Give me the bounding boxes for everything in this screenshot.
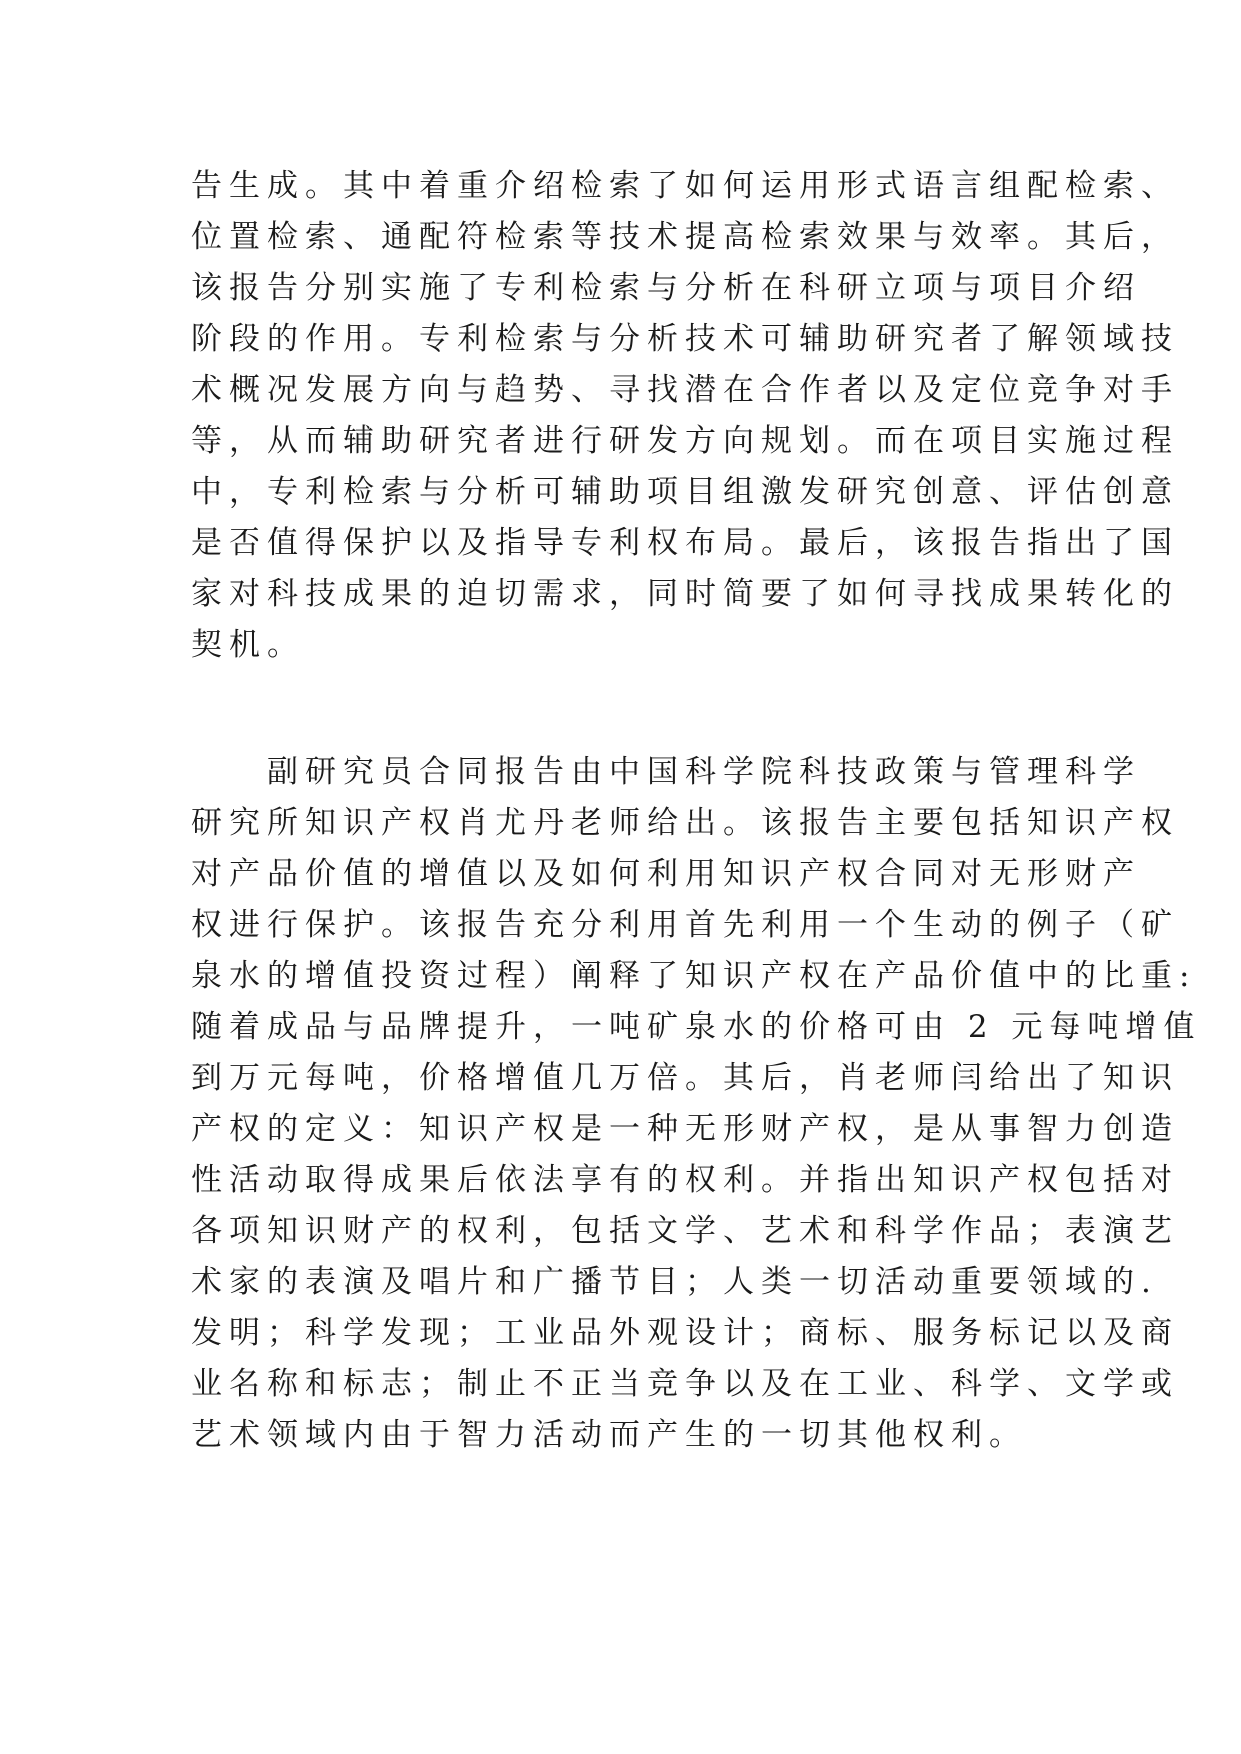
paragraph-line: 阶段的作用。专利检索与分析技术可辅助研究者了解领域技 [191,321,1179,357]
paragraph-line: 泉水的增值投资过程）阐释了知识产权在产品价值中的比重: [191,958,1197,994]
paragraph-line: 告生成。其中着重介绍检索了如何运用形式语言组配检索、 [191,168,1179,204]
paragraph-line: 权进行保护。该报告充分利用首先利用一个生动的例子（矿 [191,907,1179,943]
paragraph-line: 艺术领域内由于智力活动而产生的一切其他权利。 [191,1417,1027,1453]
paragraph-line: 该报告分别实施了专利检索与分析在科研立项与项目介绍 [191,270,1141,306]
paragraph-line: 副研究员合同报告由中国科学院科技政策与管理科学 [267,754,1141,790]
paragraph-line: 发明；科学发现；工业品外观设计；商标、服务标记以及商 [191,1315,1179,1351]
paragraph-line: 术概况发展方向与趋势、寻找潜在合作者以及定位竞争对手 [191,372,1179,408]
paragraph-line: 业名称和标志；制止不正当竞争以及在工业、科学、文学或 [191,1366,1179,1402]
paragraph-line: 性活动取得成果后依法享有的权利。并指出知识产权包括对 [191,1162,1179,1198]
paragraph-line: 等，从而辅助研究者进行研发方向规划。而在项目实施过程 [191,423,1179,459]
paragraph-line: 中，专利检索与分析可辅助项目组激发研究创意、评估创意 [191,474,1179,510]
paragraph-line: 位置检索、通配符检索等技术提高检索效果与效率。其后， [191,219,1179,255]
paragraph-line: 研究所知识产权肖尤丹老师给出。该报告主要包括知识产权 [191,805,1179,841]
paragraph-line: 产权的定义：知识产权是一种无形财产权，是从事智力创造 [191,1111,1179,1147]
paragraph-line: 是否值得保护以及指导专利权布局。最后，该报告指出了国 [191,525,1179,561]
paragraph-line: 术家的表演及唱片和广播节目；人类一切活动重要领域的. [191,1264,1158,1300]
paragraph-2 [191,747,1202,1461]
paragraph-1 [191,161,1179,671]
paragraph-line: 对产品价值的增值以及如何利用知识产权合同对无形财产 [191,856,1141,892]
paragraph-line: 到万元每吨，价格增值几万倍。其后，肖老师闫给出了知识 [191,1060,1179,1096]
paragraph-line: 各项知识财产的权利，包括文学、艺术和科学作品；表演艺 [191,1213,1179,1249]
paragraph-line: 随着成品与品牌提升，一吨矿泉水的价格可由 2 元每吨增值 [191,1009,1202,1045]
paragraph-line: 契机。 [191,627,305,663]
paragraph-line: 家对科技成果的迫切需求，同时简要了如何寻找成果转化的 [191,576,1179,612]
